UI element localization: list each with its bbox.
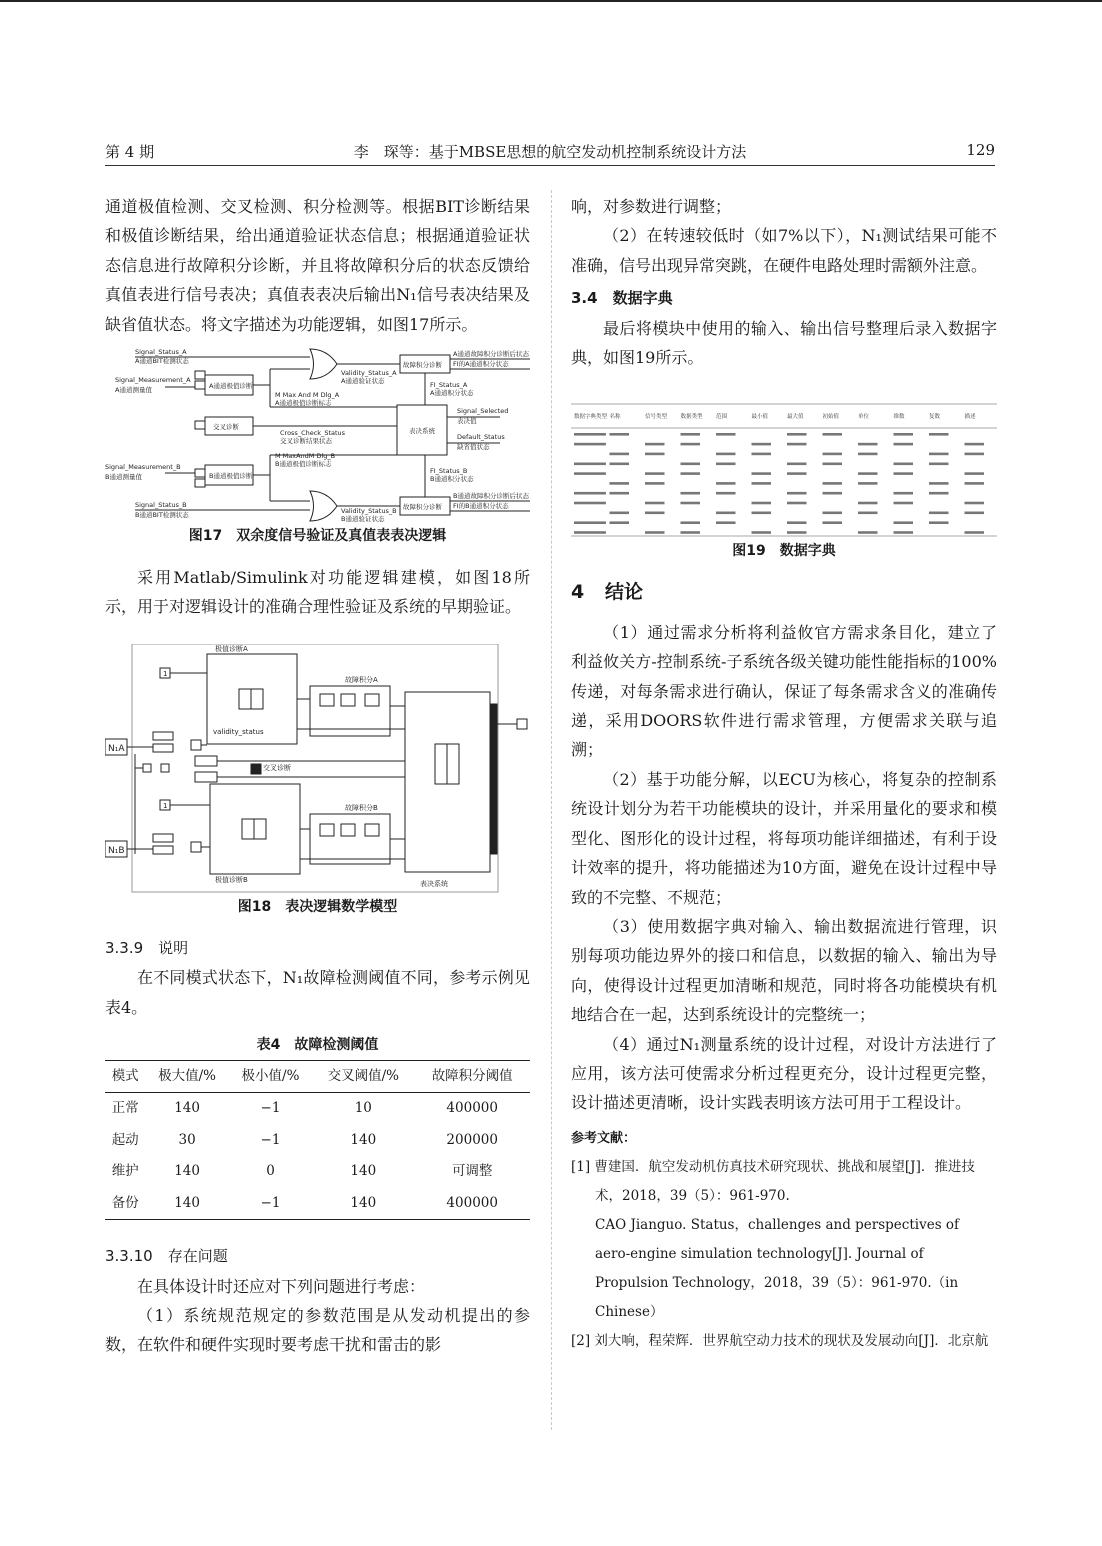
dd-cell [681,492,701,495]
table-cell: 30 [178,1131,196,1148]
dd-cell [823,433,843,436]
dd-cell [787,492,807,495]
dd-cell [752,512,772,515]
table-header-cell: 极小值/% [229,1061,312,1093]
table-cell: −1 [260,1131,281,1148]
dd-cell [858,473,878,476]
dd-column-header: 最小值 [751,414,769,421]
figure-17-caption: 图17 双余度信号验证及真值表表决逻辑 [188,528,447,545]
reference-item-en: CAO Jianguo. Status，challenges and perspectives of aero-engine simulation technology[J]. Journal of Propulsion Technology，2018，39（5）：961-970.（in Chinese） [595,1216,960,1320]
section-heading-4 [571,578,997,607]
table-cell: 400000 [414,1188,530,1220]
dd-column-header: 描述 [964,414,976,421]
dd-cell [894,502,914,505]
table-cell: 10 [354,1100,372,1117]
input-n1b: N₁B [108,845,125,856]
table-cell: 正常 [111,1100,139,1117]
dd-cell [716,512,736,515]
dd-cell [858,483,878,486]
dd-cell [716,492,736,495]
dd-cell [894,443,914,446]
paragraph: 响，对参数进行调整； [571,197,732,216]
table-header-cell: 模式 [105,1061,145,1093]
fig17-diagram [105,345,530,523]
paragraph: （2）在转速较低时（如7%以下），N₁测试结果可能不准确，信号出现异常突跳，在硬件电路处理时需额外注意。 [571,226,997,275]
table-cell: 140 [174,1163,200,1180]
left-column [105,192,530,1360]
dd-cell [681,433,701,436]
dd-cell [681,502,701,505]
dd-cell [610,463,630,466]
default-status: Default_Status [457,433,505,442]
top-border [0,0,1102,2]
dd-cell [610,512,630,515]
cross-block: 交叉诊断 [213,423,239,432]
dd-column-header: 数据字典类型 [574,414,608,421]
table-cell: 起动 [111,1131,139,1148]
dd-cell [965,532,985,535]
paragraph: （1）系统规范规定的参数范围是从发动机提出的参数，在软件和硬件实现时要考虑干扰和雷击的影 [105,1305,530,1355]
dd-cell [716,483,736,486]
dd-cell [645,512,665,515]
dd-cell [858,453,878,456]
dd-cell [645,453,665,456]
dd-cell [787,532,807,535]
table-row [105,1156,530,1187]
dd-cell [787,502,807,505]
validity-status-label: validity_status [213,727,264,736]
paragraph: 通道极值检测、交叉检测、积分检测等。根据BIT诊断结果和极值诊断结果，给出通道验证状态信息；根据通道验证状态信息进行故障积分诊断，并且将故障积分后的状态反馈给真值表进行信号表决；真值表表决后输出N₁信号表决结果及缺省值状态。将文字描述为功能逻辑，如图17所示。 [105,197,530,334]
table-row [105,1188,530,1220]
out-b2: FI的B通道积分状态 [453,502,509,511]
section-number: 4 [571,581,585,604]
table-row [105,1093,530,1125]
sig-meas-b: Signal_Measurement_B [105,463,181,472]
dd-column-header: 信号类型 [645,414,668,421]
dd-cell [965,483,985,486]
mm-b: M MaxAndM Dlg_B [275,452,336,461]
dd-cell [929,483,949,486]
fi-a-cn: A通道积分状态 [430,389,474,398]
sig-status-b: Signal_Status_B [135,501,187,510]
extreme-b-block: B通道极值诊断 [209,472,253,481]
dd-cell [858,532,878,535]
signal-selected-cn: 表决值 [457,417,477,426]
dd-cell [823,512,843,515]
table-row [105,1125,530,1156]
dd-column-header: 范围 [716,414,728,421]
dd-cell [929,492,949,495]
section-heading: 3.3.9 说明 [105,938,189,957]
signal-selected: Signal_Selected [457,407,509,416]
vs-a: Validity_Status_A [341,369,397,378]
reference-item: [2] 刘大响，程荣辉．世界航空动力技术的现状及发展动向[J]．北京航 [571,1332,989,1349]
dd-cell [681,463,701,466]
section-heading: 3.4 数据字典 [571,289,673,308]
dd-cell [610,492,630,495]
const-one: 1 [163,669,168,678]
table-cell: 备份 [105,1188,145,1220]
dd-cell [929,463,949,466]
dd-cell [574,492,606,495]
dd-cell [716,453,736,456]
dd-cell [858,443,878,446]
dd-column-header: 名称 [609,414,621,421]
dd-cell [929,522,949,525]
dd-cell [610,483,630,486]
dd-cell [965,443,985,446]
dd-cell [716,522,736,525]
table-cell: 400000 [446,1100,498,1117]
dd-cell [965,453,985,456]
figure-18 [105,644,530,920]
dd-column-header: 维数 [893,414,905,421]
dd-cell [823,522,843,525]
sig-meas-b-cn: B通道测量值 [105,473,142,482]
mm-a: M Max And M Dlg_A [275,391,340,400]
fi-b-cn: B通道积分状态 [430,475,474,484]
section-heading: 3.3.10 存在问题 [105,1247,228,1266]
table-header-cell: 故障积分阈值 [414,1061,530,1093]
truth-table-block: 表决系统 [409,427,435,436]
extreme-a-block: A通道极值诊断 [209,382,253,391]
dd-cell [645,532,665,535]
integ-a-label: 故障积分A [345,675,378,684]
issue-number: 第 4 期 [105,143,155,161]
figure-19 [571,402,997,564]
dd-cell [965,512,985,515]
paragraph: 在具体设计时还应对下列问题进行考虑： [137,1276,426,1296]
sig-meas-a: Signal_Measurement_A [115,376,191,385]
section-title: 结论 [605,581,644,604]
mm-a-cn: A通道极值诊断标志 [275,399,332,408]
dd-cell [574,433,606,436]
dd-cell [645,443,665,446]
paragraph: 在不同模式状态下，N₁故障检测阈值不同，参考示例见表4。 [105,968,530,1017]
dd-cell [823,492,843,495]
paragraph: （3）使用数据字典对输入、输出数据流进行管理，识别每项功能边界外的接口和信息，以数据的输入、输出为导向，使得设计过程更加清晰和规范，同时将各功能模块有机地结合在一起，达到系统设计的完整统一； [571,916,997,1025]
right-column [571,192,997,1356]
references-title: 参考文献： [571,1130,637,1146]
dd-cell [645,483,665,486]
table-cell: 200000 [446,1131,498,1148]
paragraph: （2）基于功能分解，以ECU为核心，将复杂的控制系统设计划分为若干功能模块的设计，并采用量化的要求和模型化、图形化的设计过程，将每项功能详细描述，有利于设计效率的提升，将功能描述为10方面，避免在设计过程中导致的不完整、不规范； [571,769,997,907]
paragraph: （4）通过N₁测量系统的设计过程，对设计方法进行了应用，该方法可使需求分析过程更充分，设计过程更完整，设计描述更清晰，设计实践表明该方法可用于工程设计。 [571,1034,997,1113]
reference-item: [1] 曹建国．航空发动机仿真技术研究现状、挑战和展望[J]．推进技术，2018，39（5）：961-970. [571,1158,975,1204]
dd-cell [752,473,772,476]
figure-18-caption: 图18 表决逻辑数学模型 [237,898,398,915]
dd-cell [574,532,606,535]
references [571,1124,997,1356]
dd-cell [716,433,736,436]
paragraph: 最后将模块中使用的输入、输出信号整理后录入数据字典，如图19所示。 [571,318,997,368]
dd-cell [787,433,807,436]
mm-b-cn: B通道极值诊断标志 [275,460,332,469]
fig18-diagram [105,644,530,894]
vs-a-cn: A通道验证状态 [341,377,385,386]
dd-cell [929,512,949,515]
dd-cell [574,473,606,476]
table-cell: 140 [145,1188,228,1220]
table-header-row [105,1061,530,1093]
dd-cell [610,522,630,525]
dd-column-header: 最大值 [787,414,804,421]
dd-cell [752,443,772,446]
table-cell: 140 [350,1131,377,1148]
running-title: 李 琛等：基于MBSE思想的航空发动机控制系统设计方法 [353,143,747,161]
figure-19-caption: 图19 数据字典 [732,543,836,560]
dd-cell [894,433,914,436]
extreme-a-label: 极值诊断A [215,644,248,653]
sig-status-b-cn: B通道BIT检测状态 [135,511,189,520]
dd-cell [787,463,807,466]
input-n1a: N₁A [108,743,125,754]
out-b1: B通道故障积分诊断后状态 [453,492,529,501]
out-a2: FI的A通道积分状态 [453,360,509,369]
dd-cell [716,463,736,466]
paragraph: （1）通过需求分析将利益攸官方需求条目化，建立了利益攸关方-控制系统-子系统各级关键功能性能指标的100%传递，对每条需求进行确认，保证了每条需求含义的准确传递，采用DOORS软件进行需求管理，方便需求关联与追溯； [571,622,997,760]
table-4 [105,1060,530,1220]
sig-meas-a-cn: A通道测量值 [115,386,152,395]
fig19-data-dictionary [571,402,997,538]
dd-cell [929,453,949,456]
dd-column-header: 单位 [858,414,870,421]
dd-cell [681,473,701,476]
dd-cell [752,453,772,456]
integ-a-block: 故障积分诊断 [403,361,442,370]
table-cell: −1 [260,1100,281,1117]
dd-cell [645,473,665,476]
dd-cell [894,463,914,466]
table-cell: 140 [312,1188,414,1220]
column-divider [551,190,552,1430]
dd-cell [858,502,878,505]
dd-cell [894,522,914,525]
extreme-b-label: 极值诊断B [215,875,248,884]
dd-cell [574,522,606,525]
page-number: 129 [966,141,995,159]
dd-cell [823,453,843,456]
dd-column-header: 初始值 [822,414,840,421]
sig-status-a: Signal_Status_A [135,348,187,357]
dd-cell [610,433,630,436]
cross-status-cn: 交叉诊断结果状态 [280,437,332,446]
dd-cell [823,483,843,486]
table-cell: 维护 [111,1163,139,1180]
dd-cell [787,443,807,446]
table-cell: 0 [266,1163,275,1180]
dd-cell [752,532,772,535]
table-4-caption: 表4 故障检测阈值 [256,1037,379,1054]
dd-cell [894,473,914,476]
dd-cell [610,453,630,456]
header-rule [105,165,995,166]
dd-cell [894,492,914,495]
table-header-cell: 交叉阈值/% [312,1061,414,1093]
dd-cell [965,502,985,505]
default-status-cn: 缺省值状态 [457,443,490,452]
integ-b-block: 故障积分诊断 [403,503,442,512]
dd-cell [965,473,985,476]
dd-cell [823,463,843,466]
dd-cell [787,473,807,476]
table-cell: 可调整 [451,1163,493,1180]
table-cell: 140 [174,1100,200,1117]
dd-cell [574,463,606,466]
dd-cell [894,532,914,535]
dd-column-header: 复数 [929,414,941,421]
dd-cell [681,532,701,535]
out-a1: A通道故障积分诊断后状态 [453,350,529,359]
dd-cell [681,522,701,525]
cross-label: 交叉诊断 [263,763,291,772]
vote-label: 表决系统 [420,879,448,888]
fi-a: FI_Status_A [430,381,468,390]
fi-b: FI_Status_B [430,467,468,476]
dd-cell [645,502,665,505]
sig-status-a-cn: A通道BIT检测状态 [135,357,189,366]
dd-cell [752,502,772,505]
dd-cell [929,433,949,436]
vs-b-cn: B通道验证状态 [341,515,385,524]
dd-cell [681,443,701,446]
dd-cell [574,502,606,505]
cross-status: Cross_Check_Status [280,429,346,438]
running-header [105,141,995,165]
dd-cell [752,483,772,486]
dd-cell [858,512,878,515]
table-cell: 140 [350,1163,377,1180]
paragraph: 采用Matlab/Simulink对功能逻辑建模，如图18所示，用于对逻辑设计的准确合理性验证及系统的早期验证。 [105,568,530,617]
figure-17 [105,345,530,549]
dd-cell [787,522,807,525]
integ-b-label: 故障积分B [345,803,378,812]
const-one: 1 [163,801,168,810]
table-cell: −1 [229,1188,312,1220]
dd-column-header: 数据类型 [680,414,703,421]
vs-b: Validity_Status_B [341,507,397,516]
table-header-cell: 极大值/% [145,1061,228,1093]
dd-cell [574,443,606,446]
